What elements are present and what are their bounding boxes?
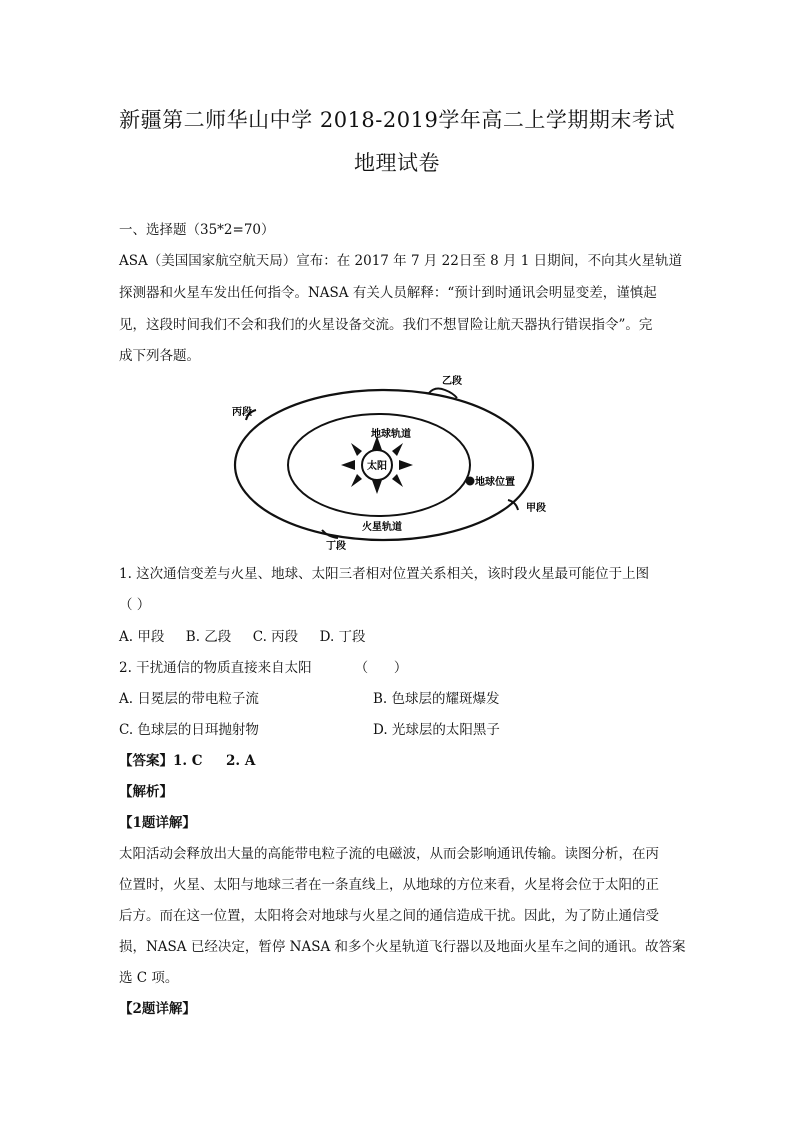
section-heading: 一、选择题（35*2=70） xyxy=(119,222,275,238)
detail-1-text: 后方。而在这一位置，太阳将会对地球与火星之间的通信造成干扰。因此，为了防止通信受 xyxy=(119,908,659,924)
intro-line: 探测器和火星车发出任何指令。NASA 有关人员解释：“预计到时通讯会明显变差，谨慎起 xyxy=(119,285,657,301)
intro-line: 成下列各题。 xyxy=(119,348,200,364)
segment-jia-label: 甲段 xyxy=(526,503,546,514)
segment-yi-label: 乙段 xyxy=(442,376,462,387)
earth-orbit-label: 地球轨道 xyxy=(371,429,411,440)
segment-ding-label: 丁段 xyxy=(326,541,346,552)
question-2-option-c: C. 色球层的日珥抛射物 xyxy=(119,722,259,738)
detail-1-label: 【1题详解】 xyxy=(119,815,196,831)
detail-1-text: 损，NASA 已经决定，暂停 NASA 和多个火星轨道飞行器以及地面火星车之间的通讯。故答案 xyxy=(119,939,686,955)
detail-1-text: 太阳活动会释放出大量的高能带电粒子流的电磁波，从而会影响通讯传输。读图分析，在丙 xyxy=(119,846,659,862)
question-2-stem: 2. 干扰通信的物质直接来自太阳 （ ） xyxy=(119,660,408,676)
intro-line: 见，这段时间我们不会和我们的火星设备交流。我们不想冒险让航天器执行错误指令”。完 xyxy=(119,317,653,333)
detail-2-label: 【2题详解】 xyxy=(119,1001,196,1017)
detail-1-text: 选 C 项。 xyxy=(119,970,179,986)
question-1-options: A. 甲段 B. 乙段 C. 丙段 D. 丁段 xyxy=(119,629,366,645)
analysis-label: 【解析】 xyxy=(119,784,173,800)
earth-position-label: 地球位置 xyxy=(475,477,515,488)
document-title: 新疆第二师华山中学 2018-2019学年高二上学期期末考试 xyxy=(119,108,675,132)
orbit-diagram xyxy=(224,370,564,555)
intro-line: ASA（美国国家航空航天局）宣布：在 2017 年 7 月 22日至 8 月 1 日期间，不向其火星轨道 xyxy=(119,253,683,269)
answer-line: 【答案】1. C 2. A xyxy=(119,753,256,769)
earth xyxy=(466,477,475,486)
detail-1-text: 位置时，火星、太阳与地球三者在一条直线上，从地球的方位来看，火星将会位于太阳的正 xyxy=(119,877,659,893)
question-2-option-b: B. 色球层的耀斑爆发 xyxy=(373,691,500,707)
mars-orbit-label: 火星轨道 xyxy=(362,522,402,533)
question-2-option-d: D. 光球层的太阳黑子 xyxy=(373,722,500,738)
segment-bing-label: 丙段 xyxy=(232,407,252,418)
question-1-stem: 1. 这次通信变差与火星、地球、太阳三者相对位置关系相关，该时段火星最可能位于上图 xyxy=(119,566,650,582)
sun-label: 太阳 xyxy=(367,461,387,472)
document-subtitle: 地理试卷 xyxy=(354,151,440,175)
question-1-paren: （ ） xyxy=(119,597,151,613)
question-2-option-a: A. 日冕层的带电粒子流 xyxy=(119,691,259,707)
